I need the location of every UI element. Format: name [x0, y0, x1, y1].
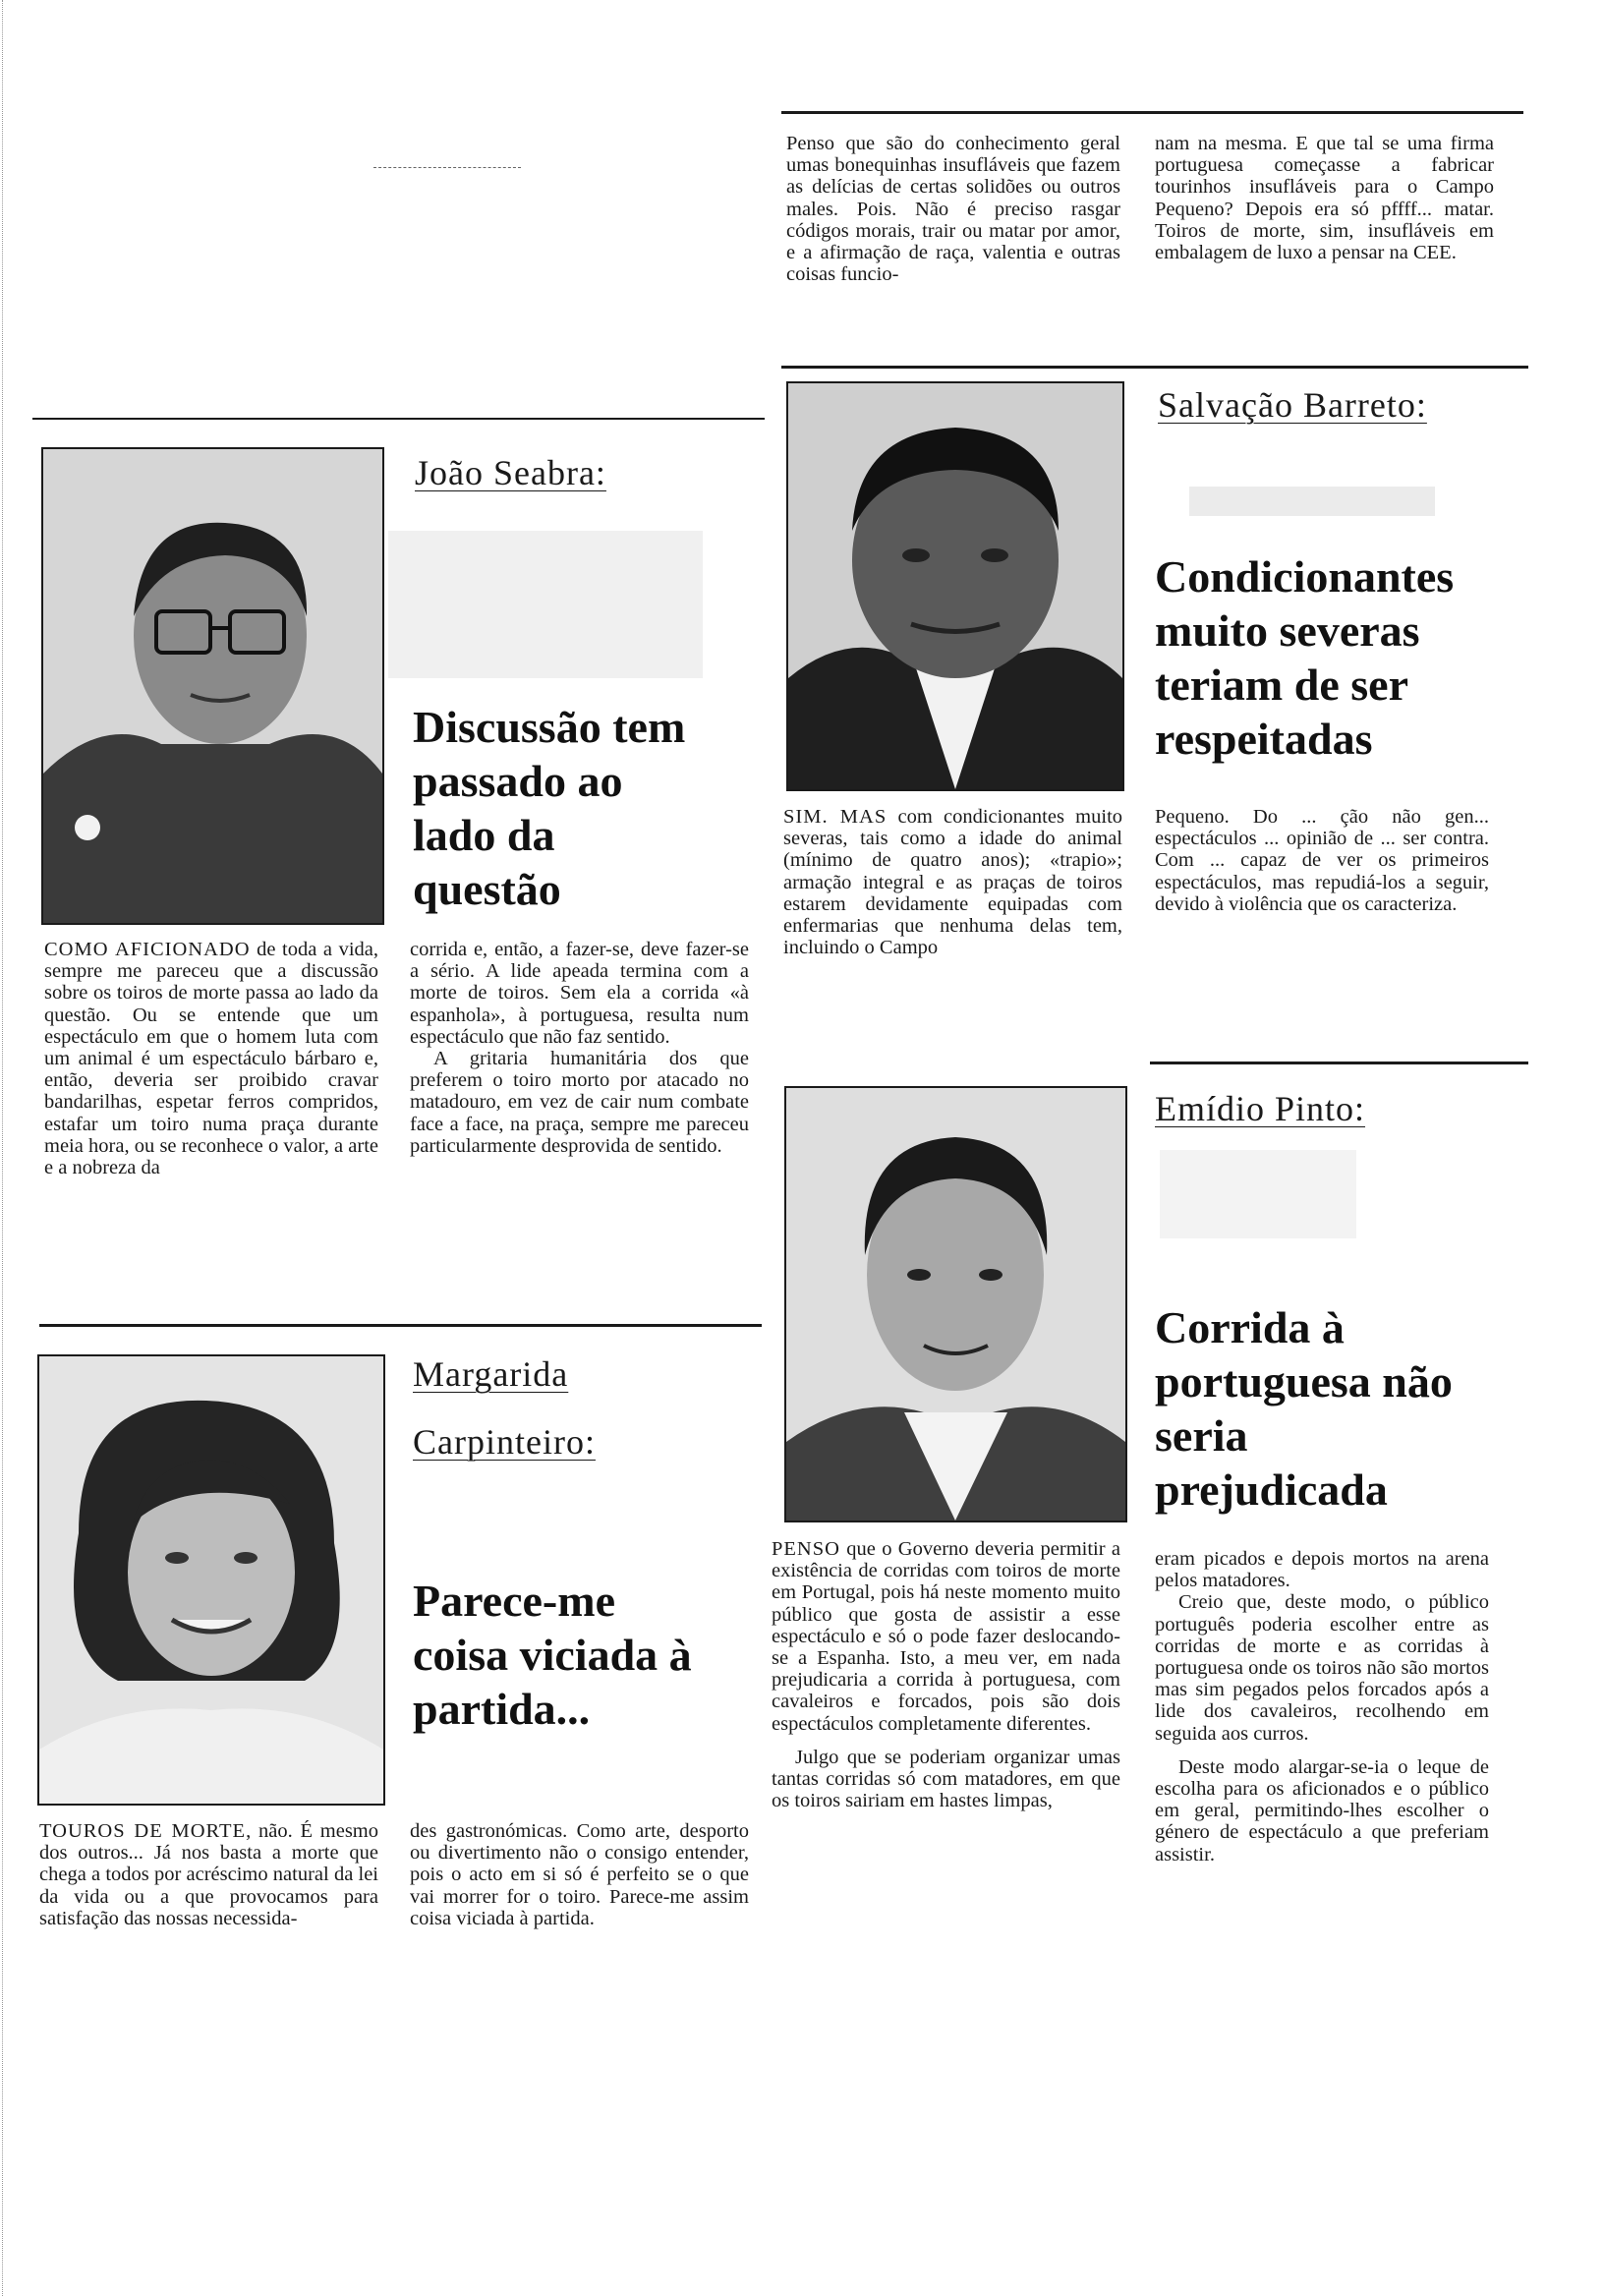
seabra-photo [41, 447, 384, 925]
pinto-print-smudge [1160, 1150, 1356, 1238]
carpinteiro-headline: Parece-me coisa viciada à partida... [413, 1576, 692, 1734]
seabra-bottom-rule [39, 1324, 762, 1327]
carpinteiro-lead: TOUROS DE MORTE [39, 1820, 247, 1842]
stray-dash [373, 167, 521, 168]
barreto-lead: SIM. MAS [783, 806, 888, 828]
seabra-portrait-icon [43, 449, 382, 923]
barreto-top-rule [781, 366, 1528, 369]
carpinteiro-byline-1 [413, 1349, 568, 1400]
pinto-headline: Corrida à portuguesa não seria prejudicada [1155, 1302, 1453, 1515]
seabra-byline [415, 447, 606, 498]
barreto-byline-text: Salvação Barreto: [1158, 385, 1427, 425]
carpinteiro-byline-2 [413, 1416, 596, 1467]
pinto-col-2 [1155, 1548, 1489, 1990]
carpinteiro-byline-2-text: Carpinteiro: [413, 1422, 596, 1462]
seabra-col-2-p2: A gritaria humanitária dos que preferem o toiro morto por atacado no matadouro, em vez de cair num combate face a face, na praça, sempre me pareceu particularmente desprovida de sentido. [410, 1048, 749, 1157]
pinto-byline [1155, 1083, 1365, 1134]
barreto-col-2 [1155, 806, 1489, 1042]
pinto-col-1-p1-text: que o Governo deveria permitir a existência de corridas com toiros de morte em Portugal, pois há neste momento muito público que gosta de assistir a esse espectáculo e só o pode fazer deslocando-se a Espanha. Isto, a meu ver, em nada prejudicaria a corrida à portuguesa, com cavaleiros e forcados, pois são dois espectáculos completamente diferentes. [772, 1538, 1120, 1735]
top-col-1 [786, 133, 1120, 339]
barreto-col-1-text: com condicionantes muito severas, tais como a idade do animal (mínimo de quatro anos); «trapio»; armação integral e as praças de toiros estarem devidamente equipadas com enfermarias que nenhuma delas tem, incluindo o Campo [783, 806, 1122, 959]
pinto-col-2-p1: eram picados e depois mortos na arena pelos matadores. [1155, 1548, 1489, 1592]
carpinteiro-portrait-icon [39, 1356, 383, 1804]
pinto-portrait-icon [786, 1088, 1125, 1521]
carpinteiro-photo [37, 1354, 385, 1806]
carpinteiro-col-2 [410, 1820, 749, 1987]
barreto-photo [786, 381, 1124, 791]
seabra-byline-text: João Seabra: [415, 453, 606, 492]
seabra-col-1-text: de toda a vida, sempre me pareceu que a discussão sobre os toiros de morte passa ao lado da questão. Ou se entende que um espectáculo em que o homem luta com um animal é um espectáculo bárbaro e, então, deveria ser proibido cravar bandarilhas, espetar ferros compridos, estafar um toiro numa praça durante meia hora, ou se reconhece o valor, a arte e a nobreza da [44, 939, 378, 1179]
seabra-lead: COMO AFICIONADO [44, 939, 251, 960]
pinto-col-2-p3: Deste modo alargar-se-ia o leque de escolha para os aficionados e o público em geral, permitindo-lhes escolher o género de espectáculo a que preferiam assistir. [1155, 1755, 1489, 1866]
carpinteiro-col-1 [39, 1820, 378, 1987]
top-col-2 [1155, 133, 1494, 339]
pinto-col-1-p2: Julgo que se poderiam organizar umas tantas corridas só com matadores, em que os toiros sairiam em hastes limpas, [772, 1746, 1120, 1812]
left-margin-mark [2, 0, 6, 2296]
barreto-bottom-rule [1150, 1062, 1528, 1064]
top-col-2-text: nam na mesma. E que tal se uma firma portuguesa começasse a fabricar tourinhos insufláveis para o Campo Pequeno? Depois era só pffff... matar. Toiros de morte, sim, insufláveis em embalagem de luxo a pensar na CEE. [1155, 133, 1494, 264]
top-col-1-text: Penso que são do conhecimento geral umas bonequinhas insufláveis que fazem as delícias de certas solidões ou outros males. Pois. Não é preciso rasgar códigos morais, trair ou matar por amor, e a afirmação de raça, valentia e outras coisas funcio- [786, 133, 1120, 286]
barreto-portrait-icon [788, 383, 1122, 789]
seabra-col-1 [44, 939, 378, 1302]
barreto-col-2-text: Pequeno. Do ... ção não gen... espectáculos ... opinião de ... ser contra. Com ... capaz de ver os primeiros espectáculos, mas repudiá-los a seguir, devido à violência que os caracteriza. [1155, 806, 1489, 915]
barreto-print-smudge [1189, 487, 1435, 516]
top-rule [781, 111, 1523, 114]
seabra-col-2-p1: corrida e, então, a fazer-se, deve fazer-se a sério. A lide apeada termina com a morte de toiros. Sem ela a corrida «à espanhola», à portuguesa, resulta num espectáculo que não faz sentido. [410, 939, 749, 1048]
pinto-byline-text: Emídio Pinto: [1155, 1089, 1366, 1128]
seabra-print-smudge [388, 531, 703, 678]
barreto-byline [1158, 379, 1427, 430]
pinto-photo [784, 1086, 1127, 1522]
barreto-col-1 [783, 806, 1122, 1042]
pinto-lead: PENSO [772, 1538, 840, 1560]
seabra-top-rule [32, 418, 765, 420]
barreto-headline: Condicionantes muito severas teriam de ser respeitadas [1155, 551, 1455, 764]
seabra-col-2 [410, 939, 749, 1302]
carpinteiro-byline-1-text: Margarida [413, 1354, 569, 1394]
pinto-col-2-p2: Creio que, deste modo, o público português poderia escolher entre as corridas de morte e as corridas à portuguesa onde os toiros não são mortos mas sim pegados pelos forcados após a lide dos cavaleiros, recolhendo em seguida aos curros. [1155, 1591, 1489, 1745]
seabra-headline: Discussão tem passado ao lado da questão [413, 702, 686, 914]
carpinteiro-col-2-text: des gastronómicas. Como arte, desporto ou divertimento não o consigo entender, pois o acto em si só é perfeito se o que vai morrer for o toiro. Parece-me assim coisa viciada à partida. [410, 1820, 749, 1929]
pinto-col-1 [772, 1538, 1120, 1990]
carpinteiro-col-1-text: , não. É mesmo dos outros... Já nos basta a morte que chega a todos por acréscimo natural da lei da vida ou a que provocamos para satisfação das nossas necessida- [39, 1820, 378, 1929]
